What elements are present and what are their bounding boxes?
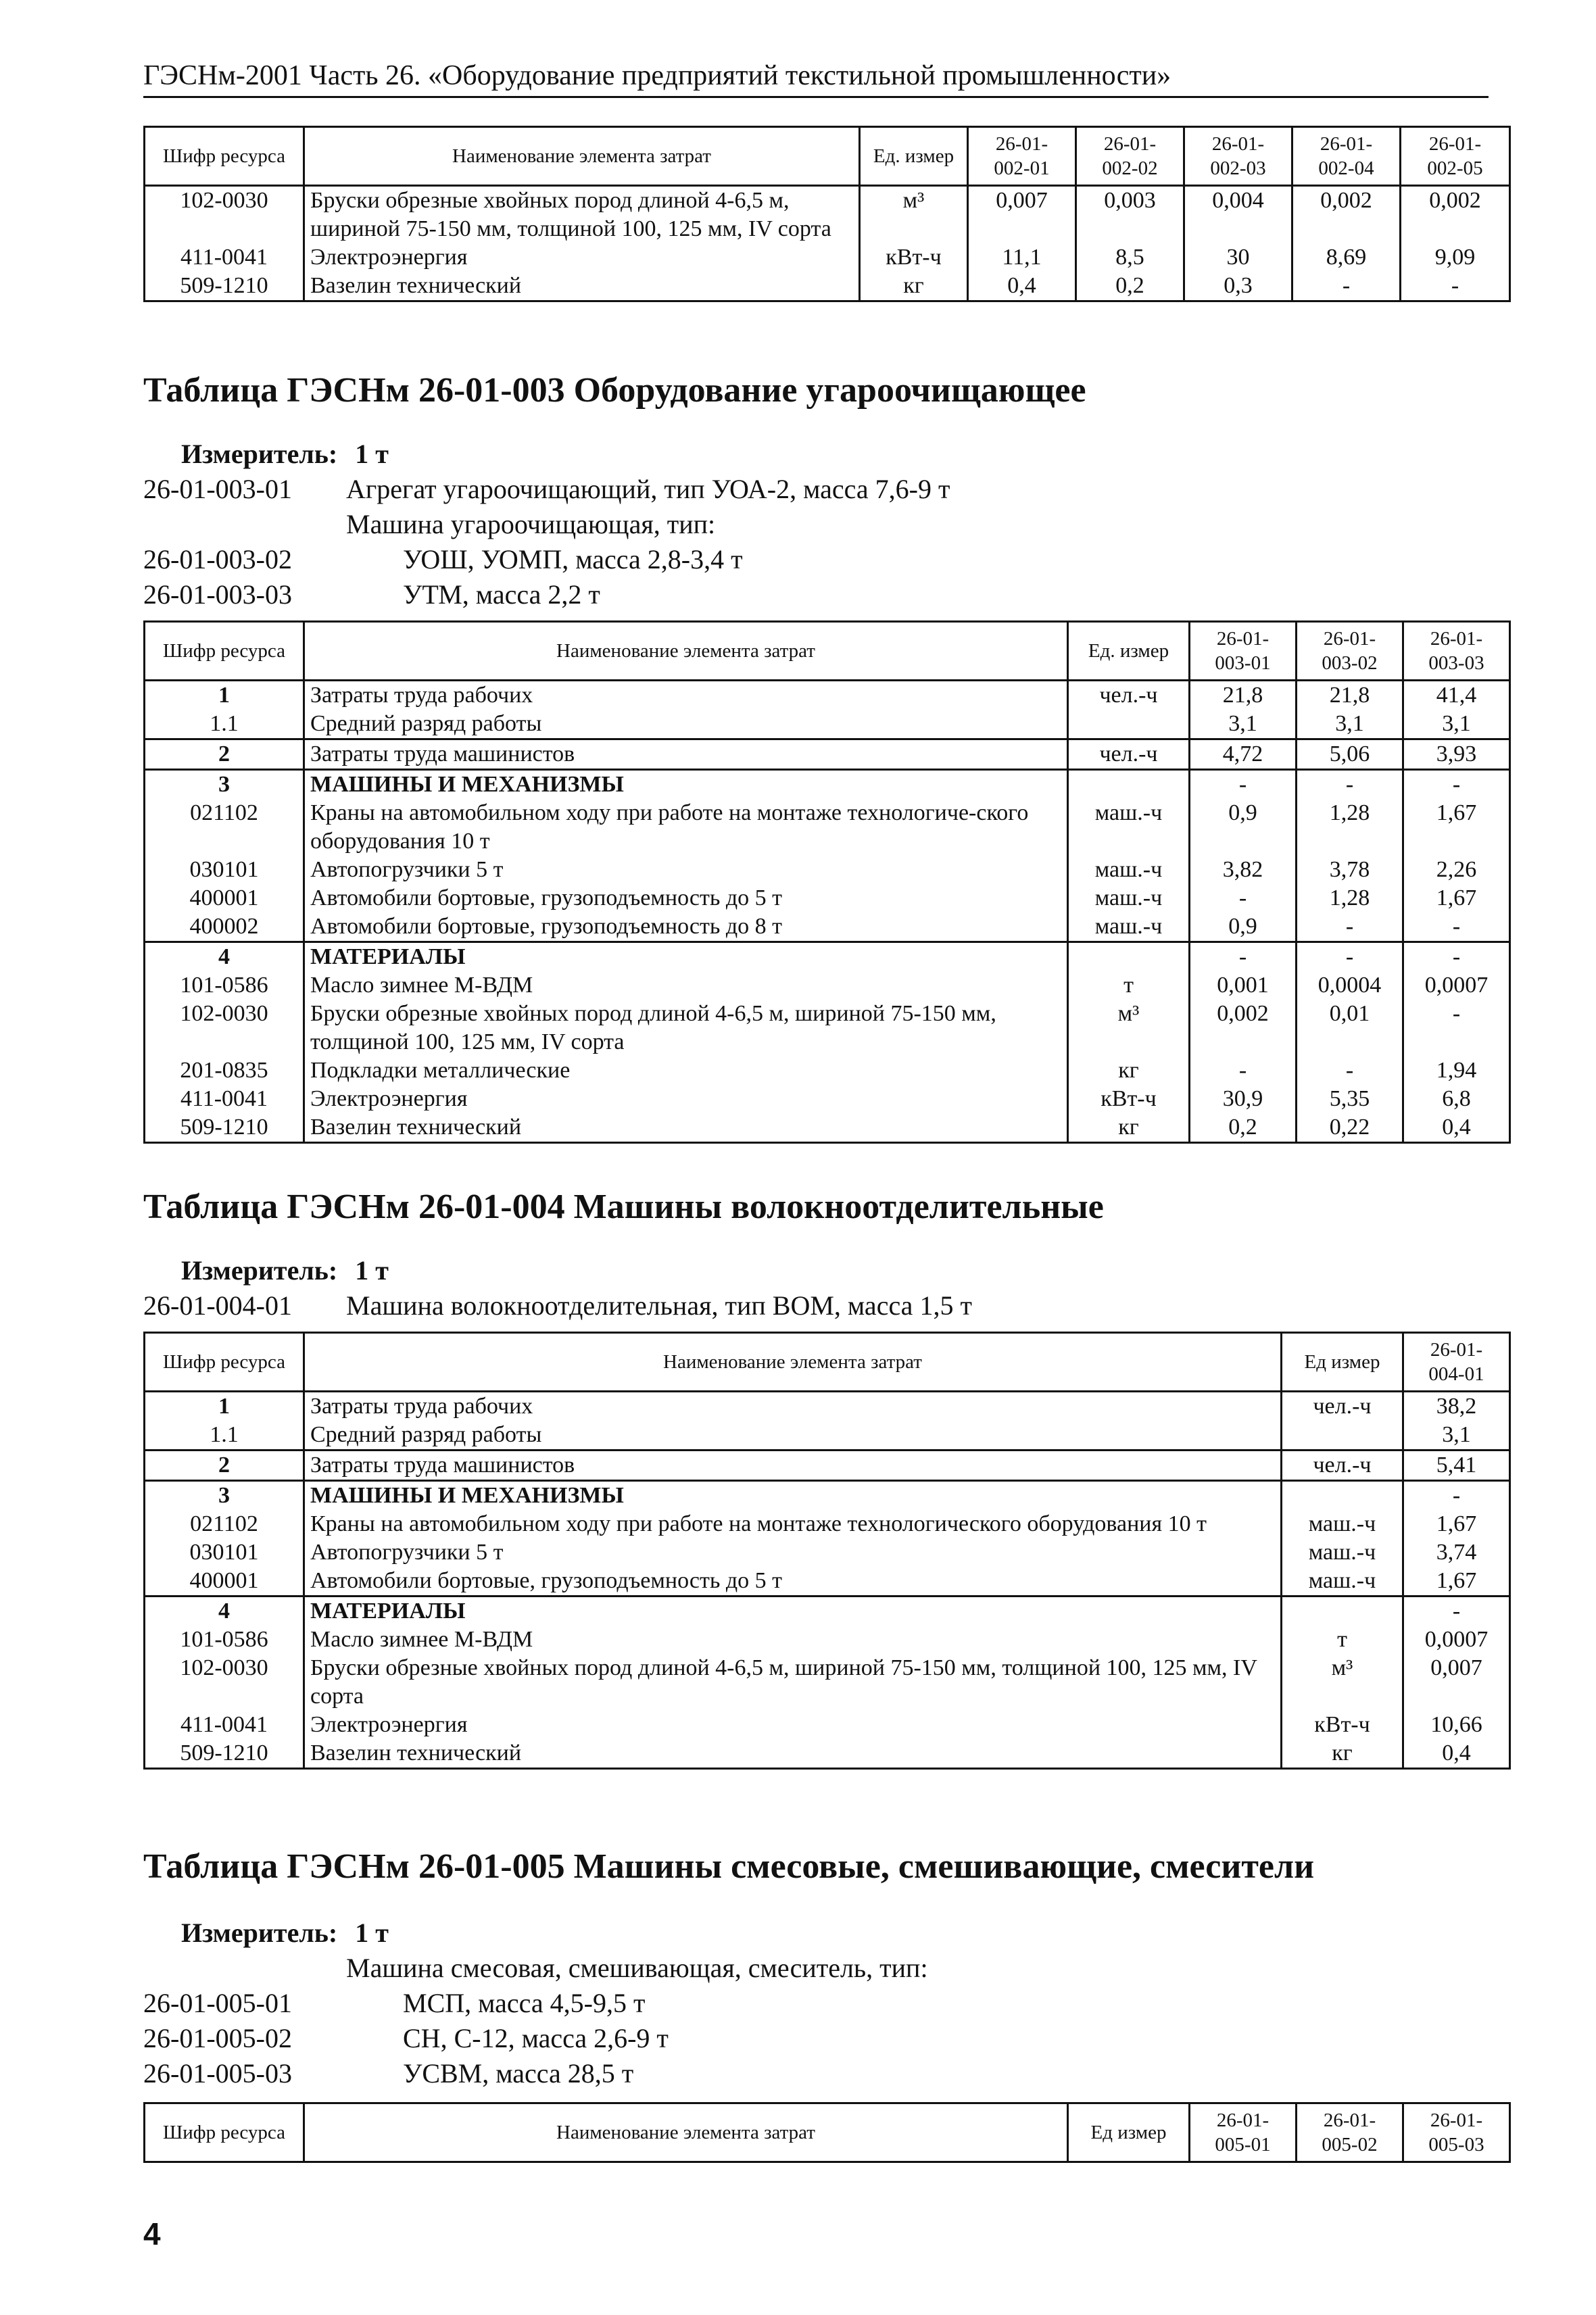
norm-value: 0,4 (1403, 1113, 1510, 1143)
table-row (145, 856, 1510, 884)
col-header-unit: Ед. измер (860, 127, 968, 186)
resource-code: 2 (145, 1451, 304, 1481)
resource-unit (1282, 1481, 1403, 1511)
measurer-value: 1 т (355, 1918, 389, 1948)
norm-value: 3,1 (1190, 710, 1297, 739)
norm-entry (143, 2022, 669, 2054)
table-title: Таблица ГЭСНм 26-01-004 Машины волокноотделительные (143, 1188, 1104, 1226)
resource-unit: чел.-ч (1068, 681, 1190, 710)
col-header-name: Наименование элемента затрат (304, 622, 1068, 681)
norm-value: 30 (1184, 243, 1292, 272)
resource-code: 101-0586 (145, 1626, 304, 1654)
norm-description: УТМ, масса 2,2 т (403, 579, 600, 610)
norm-value: 5,41 (1403, 1451, 1510, 1481)
norm-entry (143, 1952, 928, 1984)
norm-entry (143, 543, 743, 575)
resource-unit: м³ (1282, 1654, 1403, 1711)
resource-unit: м³ (1068, 1000, 1190, 1056)
norm-value: 1,28 (1297, 799, 1403, 856)
norm-value: 5,06 (1297, 739, 1403, 770)
table-row (145, 681, 1510, 710)
table-row (145, 1510, 1510, 1538)
norm-value: 1,67 (1403, 799, 1510, 856)
col-header-name: Наименование элемента затрат (304, 127, 860, 186)
resource-code: 1 (145, 1392, 304, 1421)
resource-name: Подкладки металлические (304, 1056, 1068, 1085)
norm-value: 8,69 (1292, 243, 1401, 272)
norm-description: Машина волокноотделительная, тип ВОМ, масса 1,5 т (346, 1290, 972, 1321)
resource-code: 400002 (145, 912, 304, 942)
norm-value: - (1403, 1597, 1510, 1626)
resource-unit: маш.-ч (1068, 856, 1190, 884)
resource-unit (1068, 942, 1190, 972)
table-row (145, 1056, 1510, 1085)
resource-code: 1 (145, 681, 304, 710)
norm-value: 1,67 (1403, 1510, 1510, 1538)
measurer-label: Измеритель: (181, 1255, 338, 1286)
resource-name: Автопогрузчики 5 т (304, 1538, 1282, 1567)
resource-code: 021102 (145, 799, 304, 856)
norm-value: - (1190, 884, 1297, 912)
resource-code: 509-1210 (145, 272, 304, 301)
norm-value: 0,4 (968, 272, 1076, 301)
measurer-label: Измеритель: (181, 1918, 338, 1948)
table-row (145, 1451, 1510, 1481)
resource-name: Вазелин технический (304, 272, 860, 301)
resource-name: Бруски обрезные хвойных пород длиной 4-6,5 м, шириной 75-150 мм, толщиной 100, 125 мм, IV сорта (304, 1654, 1282, 1711)
resource-unit: кВт-ч (860, 243, 968, 272)
resource-unit (1068, 710, 1190, 739)
table-row (145, 1654, 1510, 1711)
section-row (145, 1481, 1510, 1511)
norm-value: 0,22 (1297, 1113, 1403, 1143)
col-header-norm: 26-01- 005-01 (1190, 2103, 1297, 2162)
norm-value: 41,4 (1403, 681, 1510, 710)
resource-code: 2 (145, 739, 304, 770)
norm-value: - (1403, 770, 1510, 800)
col-header-norm: 26-01- 003-03 (1403, 622, 1510, 681)
resource-unit: маш.-ч (1282, 1538, 1403, 1567)
norm-value: - (1403, 1000, 1510, 1056)
resource-code: 3 (145, 1481, 304, 1511)
resource-code: 201-0835 (145, 1056, 304, 1085)
table-row (145, 1392, 1510, 1421)
norm-value: - (1292, 272, 1401, 301)
table-row (145, 1567, 1510, 1597)
resource-code: 1.1 (145, 1421, 304, 1451)
resource-name: Автомобили бортовые, грузоподъемность до 5 т (304, 884, 1068, 912)
col-header-norm: 26-01- 003-01 (1190, 622, 1297, 681)
norm-description: УОШ, УОМП, масса 2,8-3,4 т (403, 544, 743, 575)
resource-table-002 (143, 126, 1511, 302)
table-title: Таблица ГЭСНм 26-01-003 Оборудование угароочищающее (143, 371, 1086, 410)
norm-value: 3,78 (1297, 856, 1403, 884)
norm-entry (143, 579, 600, 610)
norm-value: - (1190, 1056, 1297, 1085)
resource-name: Затраты труда машинистов (304, 739, 1068, 770)
table-row (145, 1421, 1510, 1451)
resource-unit: кг (1068, 1113, 1190, 1143)
norm-value: 0,0007 (1403, 971, 1510, 1000)
norm-entry (143, 508, 715, 540)
table-row (145, 1085, 1510, 1113)
table-row (145, 1000, 1510, 1056)
norm-description: УСВМ, масса 28,5 т (403, 2058, 634, 2089)
resource-name: Вазелин технический (304, 1113, 1068, 1143)
section-row (145, 1597, 1510, 1626)
norm-code: 26-01-003-02 (143, 544, 292, 575)
col-header-norm: 26-01- 005-03 (1403, 2103, 1510, 2162)
resource-name: Масло зимнее М-ВДМ (304, 1626, 1282, 1654)
resource-unit: чел.-ч (1068, 739, 1190, 770)
resource-code: 4 (145, 942, 304, 972)
resource-unit: кВт-ч (1068, 1085, 1190, 1113)
norm-value: 0,007 (968, 186, 1076, 244)
measurer-label: Измеритель: (181, 439, 338, 469)
resource-name: Вазелин технический (304, 1739, 1282, 1769)
resource-name: Автомобили бортовые, грузоподъемность до 8 т (304, 912, 1068, 942)
norm-value: - (1403, 942, 1510, 972)
norm-value: - (1403, 1481, 1510, 1511)
resource-name: Автопогрузчики 5 т (304, 856, 1068, 884)
table-row (145, 243, 1510, 272)
measurer (181, 438, 389, 470)
resource-unit: кг (1068, 1056, 1190, 1085)
measurer (181, 1254, 389, 1286)
resource-name: Бруски обрезные хвойных пород длиной 4-6,5 м, шириной 75-150 мм, толщиной 100, 125 мм, IV сорта (304, 186, 860, 244)
norm-code: 26-01-003-01 (143, 474, 292, 504)
norm-value: - (1190, 942, 1297, 972)
resource-unit: маш.-ч (1282, 1567, 1403, 1597)
col-header-norm: 26-01- 002-04 (1292, 127, 1401, 186)
norm-value: 0,002 (1292, 186, 1401, 244)
table-row (145, 710, 1510, 739)
norm-value: 21,8 (1297, 681, 1403, 710)
col-header-code: Шифр ресурса (145, 622, 304, 681)
table-row (145, 799, 1510, 856)
norm-value: 3,1 (1297, 710, 1403, 739)
resource-code: 101-0586 (145, 971, 304, 1000)
norm-value: 0,0007 (1403, 1626, 1510, 1654)
norm-value: - (1401, 272, 1510, 301)
resource-code: 102-0030 (145, 186, 304, 244)
resource-unit: м³ (860, 186, 968, 244)
table-row (145, 971, 1510, 1000)
section-row (145, 770, 1510, 800)
norm-value: 21,8 (1190, 681, 1297, 710)
col-header-unit: Ед измер (1282, 1333, 1403, 1392)
table-row (145, 186, 1510, 244)
norm-value: 0,002 (1190, 1000, 1297, 1056)
resource-unit (1282, 1597, 1403, 1626)
section-title: МАТЕРИАЛЫ (304, 942, 1068, 972)
resource-table-004 (143, 1332, 1511, 1770)
norm-value: 8,5 (1076, 243, 1184, 272)
norm-value: - (1297, 942, 1403, 972)
table-row (145, 1711, 1510, 1739)
col-header-norm: 26-01- 002-01 (968, 127, 1076, 186)
resource-table-003 (143, 620, 1511, 1144)
resource-name: Краны на автомобильном ходу при работе на монтаже технологического оборудования 10 т (304, 1510, 1282, 1538)
norm-value: 1,94 (1403, 1056, 1510, 1085)
norm-value: 4,72 (1190, 739, 1297, 770)
norm-value: 0,004 (1184, 186, 1292, 244)
table-row (145, 739, 1510, 770)
norm-code: 26-01-003-03 (143, 579, 292, 610)
resource-unit (1068, 770, 1190, 800)
col-header-norm: 26-01- 004-01 (1403, 1333, 1510, 1392)
col-header-norm: 26-01- 002-05 (1401, 127, 1510, 186)
resource-code: 509-1210 (145, 1739, 304, 1769)
norm-value: 0,007 (1403, 1654, 1510, 1711)
resource-code: 102-0030 (145, 1000, 304, 1056)
resource-name: Электроэнергия (304, 1085, 1068, 1113)
norm-value: 38,2 (1403, 1392, 1510, 1421)
resource-unit: кг (1282, 1739, 1403, 1769)
norm-entry (143, 2057, 633, 2089)
norm-value: 0,9 (1190, 912, 1297, 942)
norm-entry (143, 1987, 645, 2019)
norm-entry (143, 473, 950, 505)
resource-code: 411-0041 (145, 1711, 304, 1739)
resource-name: Затраты труда рабочих (304, 1392, 1282, 1421)
table-row (145, 1538, 1510, 1567)
col-header-unit: Ед измер (1068, 2103, 1190, 2162)
resource-name: Электроэнергия (304, 243, 860, 272)
resource-unit (1282, 1421, 1403, 1451)
resource-unit: кг (860, 272, 968, 301)
norm-value: 2,26 (1403, 856, 1510, 884)
norm-code: 26-01-004-01 (143, 1290, 292, 1321)
norm-value: 0,0004 (1297, 971, 1403, 1000)
norm-description: МСП, масса 4,5-9,5 т (403, 1988, 646, 2018)
measurer-value: 1 т (355, 1255, 389, 1286)
resource-name: Масло зимнее М-ВДМ (304, 971, 1068, 1000)
norm-value: 6,8 (1403, 1085, 1510, 1113)
norm-value: 11,1 (968, 243, 1076, 272)
resource-name: Средний разряд работы (304, 1421, 1282, 1451)
norm-value: 10,66 (1403, 1711, 1510, 1739)
measurer (181, 1917, 389, 1949)
norm-code: 26-01-005-03 (143, 2058, 292, 2089)
norm-value: - (1297, 1056, 1403, 1085)
col-header-code: Шифр ресурса (145, 127, 304, 186)
resource-code: 411-0041 (145, 1085, 304, 1113)
norm-value: - (1297, 770, 1403, 800)
table-row (145, 912, 1510, 942)
resource-code: 102-0030 (145, 1654, 304, 1711)
norm-value: 0,001 (1190, 971, 1297, 1000)
norm-value: 0,003 (1076, 186, 1184, 244)
resource-unit: маш.-ч (1068, 912, 1190, 942)
norm-code: 26-01-005-02 (143, 2023, 292, 2053)
norm-value: 0,4 (1403, 1739, 1510, 1769)
resource-code: 021102 (145, 1510, 304, 1538)
resource-code: 3 (145, 770, 304, 800)
resource-unit: маш.-ч (1068, 884, 1190, 912)
norm-value: 3,93 (1403, 739, 1510, 770)
col-header-norm: 26-01- 002-02 (1076, 127, 1184, 186)
table-row (145, 272, 1510, 301)
col-header-norm: 26-01- 005-02 (1297, 2103, 1403, 2162)
norm-value: 0,2 (1190, 1113, 1297, 1143)
norm-value: 3,1 (1403, 710, 1510, 739)
col-header-norm: 26-01- 003-02 (1297, 622, 1403, 681)
norm-value: 0,2 (1076, 272, 1184, 301)
norm-value: - (1297, 912, 1403, 942)
table-row (145, 1113, 1510, 1143)
norm-value: 3,74 (1403, 1538, 1510, 1567)
resource-name: Электроэнергия (304, 1711, 1282, 1739)
resource-unit: маш.-ч (1282, 1510, 1403, 1538)
resource-code: 400001 (145, 1567, 304, 1597)
resource-code: 400001 (145, 884, 304, 912)
table-row (145, 1626, 1510, 1654)
norm-value: 1,67 (1403, 884, 1510, 912)
section-title: МАШИНЫ И МЕХАНИЗМЫ (304, 770, 1068, 800)
resource-name: Краны на автомобильном ходу при работе на монтаже технологиче-ского оборудования 10 т (304, 799, 1068, 856)
norm-value: 0,3 (1184, 272, 1292, 301)
norm-value: 3,82 (1190, 856, 1297, 884)
norm-description: Агрегат угароочищающий, тип УОА-2, масса 7,6-9 т (346, 474, 950, 504)
table-row (145, 1739, 1510, 1769)
norm-entry (143, 1290, 972, 1321)
col-header-unit: Ед. измер (1068, 622, 1190, 681)
norm-value: 0,002 (1401, 186, 1510, 244)
norm-description: СН, С-12, масса 2,6-9 т (403, 2023, 669, 2053)
col-header-norm: 26-01- 002-03 (1184, 127, 1292, 186)
page-header: ГЭСНм-2001 Часть 26. «Оборудование предприятий текстильной промышленности» (143, 59, 1489, 98)
table-row (145, 884, 1510, 912)
col-header-name: Наименование элемента затрат (304, 1333, 1282, 1392)
norm-description: Машина угароочищающая, тип: (346, 509, 716, 539)
resource-name: Затраты труда рабочих (304, 681, 1068, 710)
section-title: МАШИНЫ И МЕХАНИЗМЫ (304, 1481, 1282, 1511)
norm-value: - (1403, 912, 1510, 942)
resource-code: 1.1 (145, 710, 304, 739)
resource-unit: чел.-ч (1282, 1392, 1403, 1421)
measurer-value: 1 т (355, 439, 389, 469)
norm-value: 1,67 (1403, 1567, 1510, 1597)
section-row (145, 942, 1510, 972)
resource-name: Средний разряд работы (304, 710, 1068, 739)
norm-description: Машина смесовая, смешивающая, смеситель, тип: (346, 1953, 928, 1983)
norm-value: 0,01 (1297, 1000, 1403, 1056)
page-number: 4 (143, 2216, 161, 2251)
norm-value: 5,35 (1297, 1085, 1403, 1113)
resource-unit: т (1068, 971, 1190, 1000)
table-title: Таблица ГЭСНм 26-01-005 Машины смесовые, смешивающие, смесители (143, 1847, 1315, 1886)
resource-code: 030101 (145, 1538, 304, 1567)
col-header-code: Шифр ресурса (145, 1333, 304, 1392)
norm-value: 9,09 (1401, 243, 1510, 272)
resource-unit: маш.-ч (1068, 799, 1190, 856)
col-header-code: Шифр ресурса (145, 2103, 304, 2162)
resource-unit: т (1282, 1626, 1403, 1654)
section-title: МАТЕРИАЛЫ (304, 1597, 1282, 1626)
resource-unit: чел.-ч (1282, 1451, 1403, 1481)
col-header-name: Наименование элемента затрат (304, 2103, 1068, 2162)
resource-code: 4 (145, 1597, 304, 1626)
resource-table-005 (143, 2102, 1511, 2163)
norm-value: - (1190, 770, 1297, 800)
resource-name: Бруски обрезные хвойных пород длиной 4-6,5 м, шириной 75-150 мм, толщиной 100, 125 мм, IV сорта (304, 1000, 1068, 1056)
resource-name: Затраты труда машинистов (304, 1451, 1282, 1481)
resource-code: 411-0041 (145, 243, 304, 272)
norm-value: 0,9 (1190, 799, 1297, 856)
resource-name: Автомобили бортовые, грузоподъемность до 5 т (304, 1567, 1282, 1597)
resource-unit: кВт-ч (1282, 1711, 1403, 1739)
resource-code: 030101 (145, 856, 304, 884)
norm-value: 3,1 (1403, 1421, 1510, 1451)
norm-code: 26-01-005-01 (143, 1988, 292, 2018)
resource-code: 509-1210 (145, 1113, 304, 1143)
norm-value: 1,28 (1297, 884, 1403, 912)
norm-value: 30,9 (1190, 1085, 1297, 1113)
